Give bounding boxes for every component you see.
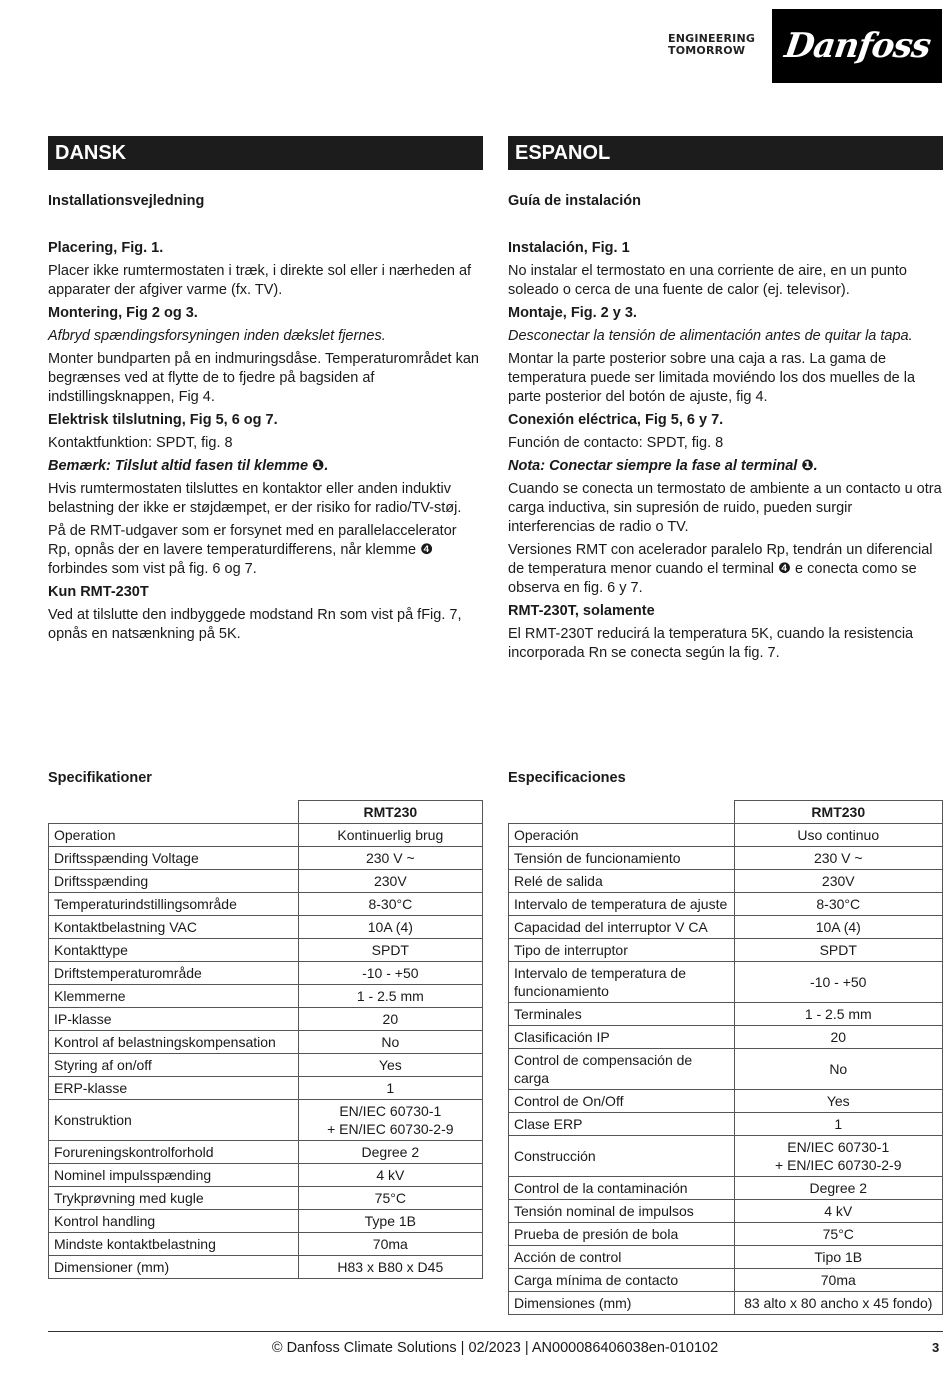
table-row: [49, 985, 483, 1008]
spec-value: 10A (4): [734, 916, 942, 939]
spec-label: Operation: [49, 824, 299, 847]
spec-label: Control de On/Off: [509, 1090, 735, 1113]
spec-value: Degree 2: [298, 1141, 482, 1164]
language-heading: ESPANOL: [508, 136, 943, 170]
spec-value: H83 x B80 x D45: [298, 1256, 482, 1279]
spec-label: Prueba de presión de bola: [509, 1223, 735, 1246]
spec-label: Relé de salida: [509, 870, 735, 893]
paragraph: No instalar el termostato en una corriente de aire, en un punto soleado o cerca de una fuente de calor (ej. televisor).: [508, 263, 907, 298]
spec-label: Control de la contaminación: [509, 1177, 735, 1200]
table-row: [509, 916, 943, 939]
table-row: [49, 1164, 483, 1187]
spec-value: Kontinuerlig brug: [298, 824, 482, 847]
brand-tagline: [668, 33, 760, 57]
tagline-line-1: ENGINEERING: [668, 32, 756, 45]
paragraph: Bemærk: Tilslut altid fasen til klemme ❶.: [48, 458, 329, 474]
spec-label: Dimensioner (mm): [49, 1256, 299, 1279]
table-header-row: [49, 801, 483, 824]
table-row: [49, 824, 483, 847]
spec-value: Tipo 1B: [734, 1246, 942, 1269]
spec-value: Yes: [298, 1054, 482, 1077]
section-heading: Elektrisk tilslutning, Fig 5, 6 og 7.: [48, 412, 278, 428]
table-header-row: [509, 801, 943, 824]
spec-label: Trykprøvning med kugle: [49, 1187, 299, 1210]
table-header-model: RMT230: [734, 801, 942, 824]
spec-value: No: [734, 1049, 942, 1090]
spec-value: 75°C: [298, 1187, 482, 1210]
table-row: [509, 1177, 943, 1200]
paragraph: Función de contacto: SPDT, fig. 8: [508, 435, 724, 451]
table-row: [49, 1054, 483, 1077]
spec-value: 230 V ~: [734, 847, 942, 870]
spec-value: -10 - +50: [734, 962, 942, 1003]
paragraph: Afbryd spændingsforsyningen inden dækslet fjernes.: [48, 328, 386, 344]
table-blank-cell: [509, 801, 735, 824]
table-row: [509, 1026, 943, 1049]
spec-value: 1 - 2.5 mm: [734, 1003, 942, 1026]
table-row: [509, 847, 943, 870]
spec-value: 20: [734, 1026, 942, 1049]
table-row: [49, 1141, 483, 1164]
spec-label: Klemmerne: [49, 985, 299, 1008]
table-row: [509, 1292, 943, 1315]
paragraph: Ved at tilslutte den indbyggede modstand Rn som vist på fFig. 7, opnås en natsænkning på 5K.: [48, 607, 462, 642]
spec-value: 8-30°C: [298, 893, 482, 916]
table-row: [49, 939, 483, 962]
spec-label: Mindste kontaktbelastning: [49, 1233, 299, 1256]
column-dansk: [48, 136, 483, 642]
spec-value: 8-30°C: [734, 893, 942, 916]
spec-value: 20: [298, 1008, 482, 1031]
spec-value: 70ma: [734, 1269, 942, 1292]
paragraph: På de RMT-udgaver som er forsynet med en parallelaccelerator Rp, opnås der en lavere temperaturdifferens, når klemme ❹ forbindes som vist på fig. 6 og 7.: [48, 523, 457, 577]
spec-label: Kontrol handling: [49, 1210, 299, 1233]
spec-label: Intervalo de temperatura de funcionamiento: [509, 962, 735, 1003]
spec-value: 1: [734, 1113, 942, 1136]
spec-value: SPDT: [298, 939, 482, 962]
spec-label: Kontrol af belastningskompensation: [49, 1031, 299, 1054]
spec-value: 83 alto x 80 ancho x 45 fondo): [734, 1292, 942, 1315]
table-row: [509, 1200, 943, 1223]
table-row: [49, 893, 483, 916]
spec-value: SPDT: [734, 939, 942, 962]
spec-label: Construcción: [509, 1136, 735, 1177]
spec-label: Nominel impulsspænding: [49, 1164, 299, 1187]
spec-value: 230V: [734, 870, 942, 893]
table-row: [509, 870, 943, 893]
spec-label: Clasificación IP: [509, 1026, 735, 1049]
spec-label: Carga mínima de contacto: [509, 1269, 735, 1292]
table-row: [509, 1003, 943, 1026]
spec-label: IP-klasse: [49, 1008, 299, 1031]
spec-value: 4 kV: [734, 1200, 942, 1223]
spec-value: Yes: [734, 1090, 942, 1113]
table-row: [49, 1187, 483, 1210]
spec-label: Operación: [509, 824, 735, 847]
spec-label: Kontaktbelastning VAC: [49, 916, 299, 939]
spec-label: Tipo de interruptor: [509, 939, 735, 962]
paragraph: Versiones RMT con acelerador paralelo Rp, tendrán un diferencial de temperatura menor cuando el terminal ❹ e conecta como se observa en fig. 6 y 7.: [508, 542, 933, 596]
language-heading: DANSK: [48, 136, 483, 170]
spec-label: Temperaturindstillingsområde: [49, 893, 299, 916]
instructions-body: [508, 239, 943, 667]
section-heading: Conexión eléctrica, Fig 5, 6 y 7.: [508, 412, 724, 428]
table-row: [509, 939, 943, 962]
table-row: [49, 1008, 483, 1031]
spec-title: Especificaciones: [508, 770, 626, 786]
spec-table-dansk: [48, 800, 483, 1279]
paragraph: Monter bundparten på en indmuringsdåse. Temperaturområdet kan begrænses ved at flytte de to fjedre på bagsiden af indstillingsknappen, Fig 4.: [48, 351, 479, 405]
spec-value: EN/IEC 60730-1 + EN/IEC 60730-2-9: [298, 1100, 482, 1141]
spec-label: ERP-klasse: [49, 1077, 299, 1100]
table-row: [49, 962, 483, 985]
table-row: [49, 1077, 483, 1100]
instructions-body: [48, 239, 483, 648]
section-heading: RMT-230T, solamente: [508, 603, 655, 619]
table-row: [49, 847, 483, 870]
table-row: [49, 1031, 483, 1054]
section-heading: Instalación, Fig. 1: [508, 240, 630, 256]
table-header-model: RMT230: [298, 801, 482, 824]
spec-value: 230V: [298, 870, 482, 893]
spec-value: 4 kV: [298, 1164, 482, 1187]
paragraph: Montar la parte posterior sobre una caja a ras. La gama de temperatura puede ser limitada moviéndo los dos muelles de la parte posterior del botón de ajuste, fig 4.: [508, 351, 916, 405]
table-row: [509, 1223, 943, 1246]
section-heading: Kun RMT-230T: [48, 584, 149, 600]
spec-label: Kontakttype: [49, 939, 299, 962]
paragraph: Desconectar la tensión de alimentación antes de quitar la tapa.: [508, 328, 913, 344]
spec-value: No: [298, 1031, 482, 1054]
table-blank-cell: [49, 801, 299, 824]
spec-label: Driftsspænding: [49, 870, 299, 893]
spec-label: Konstruktion: [49, 1100, 299, 1141]
paragraph: Cuando se conecta un termostato de ambiente a un contacto u otra carga inductiva, sin supresión de ruido, pueden surgir interferencias de radio o TV.: [508, 481, 942, 535]
spec-value: 10A (4): [298, 916, 482, 939]
spec-label: Tensión nominal de impulsos: [509, 1200, 735, 1223]
paragraph: Placer ikke rumtermostaten i træk, i direkte sol eller i nærheden af apparater der afgiver varme (fx. TV).: [48, 263, 472, 298]
spec-label: Terminales: [509, 1003, 735, 1026]
spec-value: 1: [298, 1077, 482, 1100]
spec-label: Control de compensación de carga: [509, 1049, 735, 1090]
table-row: [509, 1090, 943, 1113]
spec-value: 75°C: [734, 1223, 942, 1246]
table-row: [509, 893, 943, 916]
section-subtitle: Installationsvejledning: [48, 193, 205, 209]
logo-wordmark: Danfoss: [781, 26, 933, 66]
paragraph: Nota: Conectar siempre la fase al terminal ❶.: [508, 458, 818, 474]
spec-value: Degree 2: [734, 1177, 942, 1200]
table-row: [509, 1136, 943, 1177]
spec-label: Acción de control: [509, 1246, 735, 1269]
spec-label: Clase ERP: [509, 1113, 735, 1136]
paragraph: El RMT-230T reducirá la temperatura 5K, cuando la resistencia incorporada Rn se conecta según la fig. 7.: [508, 626, 914, 661]
spec-value: EN/IEC 60730-1 + EN/IEC 60730-2-9: [734, 1136, 942, 1177]
spec-title: Specifikationer: [48, 770, 152, 786]
table-row: [509, 1269, 943, 1292]
spec-label: Styring af on/off: [49, 1054, 299, 1077]
table-row: [509, 1246, 943, 1269]
page-number: 3: [932, 1340, 940, 1355]
spec-table-espanol: [508, 800, 943, 1315]
table-row: [509, 1049, 943, 1090]
section-subtitle: Guía de instalación: [508, 193, 641, 209]
spec-label: Forureningskontrolforhold: [49, 1141, 299, 1164]
spec-label: Capacidad del interruptor V CA: [509, 916, 735, 939]
table-row: [49, 870, 483, 893]
spec-value: 1 - 2.5 mm: [298, 985, 482, 1008]
spec-value: -10 - +50: [298, 962, 482, 985]
spec-label: Driftstemperaturområde: [49, 962, 299, 985]
section-heading: Placering, Fig. 1.: [48, 240, 164, 256]
table-row: [509, 824, 943, 847]
table-row: [49, 1233, 483, 1256]
spec-label: Tensión de funcionamiento: [509, 847, 735, 870]
table-row: [49, 1256, 483, 1279]
spec-value: Type 1B: [298, 1210, 482, 1233]
table-row: [509, 962, 943, 1003]
section-heading: Montering, Fig 2 og 3.: [48, 305, 198, 321]
spec-value: Uso continuo: [734, 824, 942, 847]
column-espanol: [508, 136, 943, 661]
footer-divider: [48, 1331, 943, 1332]
danfoss-logo: [772, 9, 942, 83]
footer-text: © Danfoss Climate Solutions | 02/2023 | AN000086406038en-010102: [271, 1340, 719, 1356]
section-heading: Montaje, Fig. 2 y 3.: [508, 305, 637, 321]
tagline-line-2: TOMORROW: [668, 44, 746, 57]
table-row: [509, 1113, 943, 1136]
spec-value: 70ma: [298, 1233, 482, 1256]
paragraph: Kontaktfunktion: SPDT, fig. 8: [48, 435, 233, 451]
spec-value: 230 V ~: [298, 847, 482, 870]
table-row: [49, 1100, 483, 1141]
table-row: [49, 916, 483, 939]
spec-label: Intervalo de temperatura de ajuste: [509, 893, 735, 916]
table-row: [49, 1210, 483, 1233]
paragraph: Hvis rumtermostaten tilsluttes en kontaktor eller anden induktiv belastning der ikke er støjdæmpet, er der risiko for radio/TV-støj.: [48, 481, 462, 516]
spec-label: Dimensiones (mm): [509, 1292, 735, 1315]
spec-label: Driftsspænding Voltage: [49, 847, 299, 870]
